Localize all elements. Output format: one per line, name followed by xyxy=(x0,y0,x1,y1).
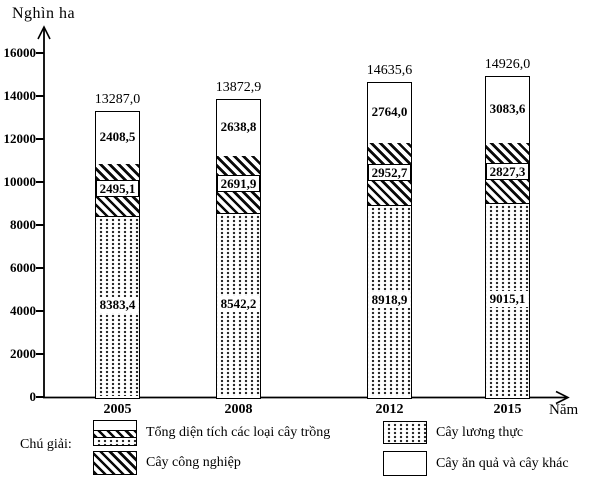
segment-value-label: 2952,7 xyxy=(368,164,412,181)
segment-value-label: 2691,9 xyxy=(217,175,261,192)
y-tick-label: 14000 xyxy=(3,88,36,103)
x-category-label: 2008 xyxy=(224,402,253,417)
y-tick-label: 6000 xyxy=(10,260,36,275)
legend-title: Chú giải: xyxy=(20,437,72,452)
sample-plain-stripe xyxy=(94,421,136,431)
segment-value-label: 8383,4 xyxy=(97,297,139,313)
segment-value-label: 8918,9 xyxy=(369,292,411,308)
bar-2005 xyxy=(95,111,140,399)
segment-value-row xyxy=(96,180,139,197)
x-axis-title: Năm xyxy=(549,402,579,418)
x-category-label: 2012 xyxy=(375,402,404,417)
legend-label: Cây ăn quả và cây khác xyxy=(436,455,569,471)
x-category-label: 2005 xyxy=(103,402,132,417)
y-tick-label: 16000 xyxy=(3,45,36,60)
segment-value-label: 3083,6 xyxy=(487,101,529,117)
y-tick-mark xyxy=(36,138,44,140)
legend-item-total-area xyxy=(93,420,330,446)
segment-value-row xyxy=(368,104,411,120)
y-tick-label: 12000 xyxy=(3,131,36,146)
segment-value-label: 2408,5 xyxy=(97,129,139,145)
diagonal-hatch-swatch-icon xyxy=(93,451,137,475)
segment-value-row xyxy=(486,291,529,307)
bar-2008 xyxy=(216,99,261,399)
y-tick-mark xyxy=(36,396,44,398)
y-tick-label: 4000 xyxy=(10,303,36,318)
segment-value-row xyxy=(217,175,260,192)
sample-dots-stripe xyxy=(94,438,136,445)
y-tick-mark xyxy=(36,95,44,97)
legend-label: Tổng diện tích các loại cây trồng xyxy=(146,425,331,440)
x-category-label: 2015 xyxy=(493,402,522,417)
legend-item-industrial-crops xyxy=(93,451,241,475)
segment-value-row xyxy=(486,163,529,180)
dots-swatch-icon xyxy=(383,421,427,444)
y-tick-mark xyxy=(36,224,44,226)
segment-value-label: 8542,2 xyxy=(218,296,260,312)
segment-value-row xyxy=(486,101,529,117)
segment-value-label: 9015,1 xyxy=(487,291,529,307)
legend-label: Cây lương thực xyxy=(436,424,524,440)
legend-item-food-crops xyxy=(383,421,523,444)
plain-swatch-icon xyxy=(383,451,427,476)
segment-value-label: 2638,8 xyxy=(218,119,260,135)
y-tick-label: 2000 xyxy=(10,346,36,361)
segment-value-row xyxy=(368,164,411,181)
y-tick-mark xyxy=(36,310,44,312)
bar-total-label: 14635,6 xyxy=(366,63,413,79)
segment-value-label: 2827,3 xyxy=(486,163,530,180)
segment-value-row xyxy=(217,296,260,312)
bar-total-label: 13287,0 xyxy=(94,92,141,108)
y-tick-mark xyxy=(36,267,44,269)
bar-2015 xyxy=(485,76,530,399)
sample-hatch-stripe xyxy=(94,431,136,438)
y-tick-mark xyxy=(36,353,44,355)
y-axis-title: Nghìn ha xyxy=(12,5,76,22)
y-tick-mark xyxy=(36,181,44,183)
segment-value-row xyxy=(96,297,139,313)
legend-label: Cây công nghiệp xyxy=(146,455,241,470)
segment-value-label: 2495,1 xyxy=(96,180,140,197)
y-tick-label: 8000 xyxy=(10,217,36,232)
y-tick-label: 10000 xyxy=(3,174,36,189)
segment-value-row xyxy=(96,129,139,145)
segment-value-row xyxy=(368,292,411,308)
segment-value-label: 2764,0 xyxy=(369,104,411,120)
stacked-bar-sample-icon xyxy=(93,420,137,446)
segment-value-row xyxy=(217,119,260,135)
y-tick-mark xyxy=(36,52,44,54)
legend-item-fruit-other-crops xyxy=(383,451,569,476)
bar-total-label: 13872,9 xyxy=(215,79,262,95)
bar-total-label: 14926,0 xyxy=(484,57,531,73)
y-tick-label: 0 xyxy=(29,389,36,404)
bar-2012 xyxy=(367,82,412,399)
